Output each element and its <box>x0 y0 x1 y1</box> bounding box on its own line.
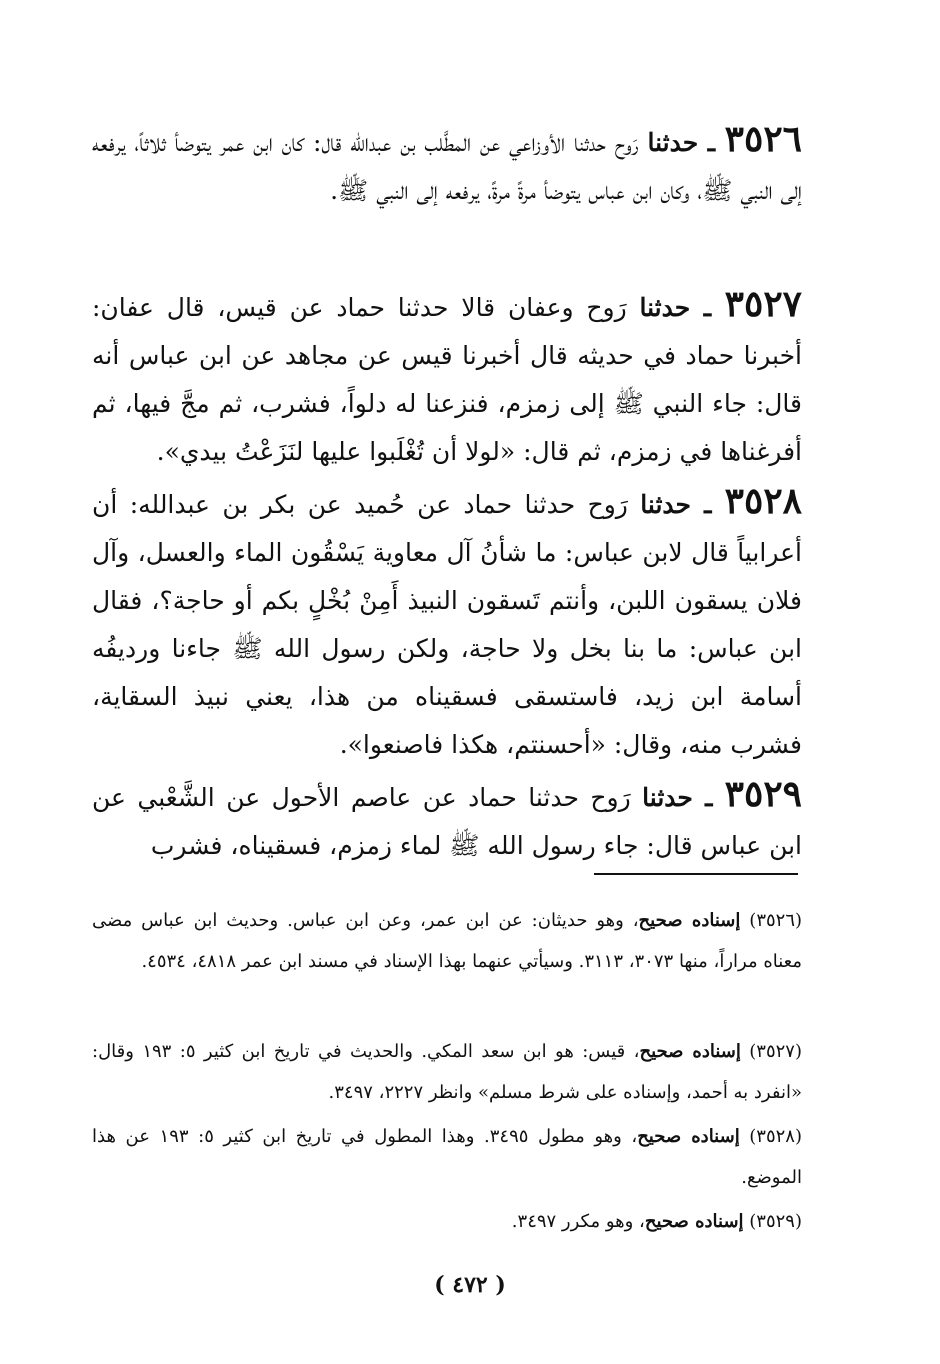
hadith-number: ٣٥٢٦ <box>724 118 802 160</box>
hadith-lead-word: حدثنا <box>647 128 699 157</box>
hadith-separator: ـ <box>690 293 725 322</box>
hadith-number: ٣٥٢٨ <box>724 480 802 522</box>
footnote-divider <box>594 873 798 875</box>
footnote-3527 <box>92 1031 802 1113</box>
hadith-lead-word: حدثنا <box>640 490 691 519</box>
footnote-ref: (٣٥٢٨) <box>739 1126 802 1147</box>
footnote-ref: (٣٥٢٧) <box>740 1041 802 1062</box>
footnote-ref: (٣٥٢٦) <box>740 910 803 931</box>
page-number: ( ٤٧٢ ) <box>434 1272 506 1298</box>
hadith-3527 <box>92 280 802 476</box>
footnote-grade: إسناده صحيح <box>637 1126 740 1147</box>
footnote-ref: (٣٥٢٩) <box>743 1211 802 1232</box>
hadith-3528 <box>92 477 802 769</box>
footnote-3529 <box>92 1201 802 1242</box>
hadith-text: رَوح حدثنا حماد عن حُميد عن بكر بن عبدالله: أن أعرابياً قال لابن عباس: ما شأنُ آل معاوية يَسْقُون الماء والعسل، وآل فلان يسقون اللبن، وأنتم تَسقون النبيذ أَمِنْ بُخْلٍ بكم أو حاجة؟، فقال ابن عباس: ما بنا بخل ولا حاجة، ولكن رسول الله ﷺ جاءنا ورديفُه أسامة ابن زيد، فاستسقى فسقيناه من هذا، يعني نبيذ السقاية، فشرب منه، وقال: «أحسنتم، هكذا فاصنعوا». <box>92 490 802 759</box>
footnote-grade: إسناده صحيح <box>638 910 741 931</box>
hadith-text: رَوح وعفان قالا حدثنا حماد عن قيس، قال عفان: أخبرنا حماد في حديثه قال أخبرنا قيس عن مجاهد عن ابن عباس أنه قال: جاء النبي ﷺ إلى زمزم، فنزعنا له دلواً، فشرب، ثم مجَّ فيها، ثم أفرغناها في زمزم، ثم قال: «لولا أن تُغْلَبوا عليها لنَزَعْتُ بيدي». <box>92 293 802 466</box>
hadith-text: رَوح حدثنا الأوزاعي عن المطَّلب بن عبدالله قال: كان ابن عمر يتوضأ ثلاثاً، يرفعه إلى النبي ﷺ، وكان ابن عباس يتوضأ مرةً مرةً، يرفعه إلى النبي ﷺ. <box>92 128 802 205</box>
hadith-lead-word: حدثنا <box>642 783 693 812</box>
hadith-number: ٣٥٢٩ <box>724 773 802 815</box>
hadith-separator: ـ <box>691 490 725 519</box>
hadith-number: ٣٥٢٧ <box>724 283 802 325</box>
footnote-grade: إسناده صحيح <box>639 1041 741 1062</box>
footnote-text: ، وهو حديثان: عن ابن عمر، وعن ابن عباس. وحديث ابن عباس مضى معناه مراراً، منها ٣٠٧٣، ٣١١٣. وسيأتي عنهما بهذا الإسناد في مسند ابن عمر ٤٨١٨، ٤٥٣٤. <box>92 910 802 972</box>
hadith-3529 <box>92 770 802 870</box>
hadith-separator: ـ <box>698 128 725 157</box>
footnote-grade: إسناده صحيح <box>644 1211 744 1232</box>
footnote-text: ، وهو مطول ٣٤٩٥. وهذا المطول في تاريخ ابن كثير ٥: ١٩٣ عن هذا الموضع. <box>92 1126 802 1188</box>
hadith-separator: ـ <box>692 783 725 812</box>
footnote-text: ، قيس: هو ابن سعد المكي. والحديث في تاريخ ابن كثير ٥: ١٩٣ وقال: «انفرد به أحمد، وإسناده على شرط مسلم» وانظر ٢٢٢٧، ٣٤٩٧. <box>92 1041 802 1103</box>
footnote-3526 <box>92 900 802 982</box>
hadith-text: رَوح حدثنا حماد عن عاصم الأحول عن الشَّعْبي عن ابن عباس قال: جاء رسول الله ﷺ لماء زمزم، فسقيناه، فشرب <box>92 783 802 860</box>
footnote-3528 <box>92 1116 802 1198</box>
hadith-3526 <box>92 115 802 215</box>
hadith-lead-word: حدثنا <box>639 293 691 322</box>
footnote-text: ، وهو مكرر ٣٤٩٧. <box>511 1211 645 1232</box>
